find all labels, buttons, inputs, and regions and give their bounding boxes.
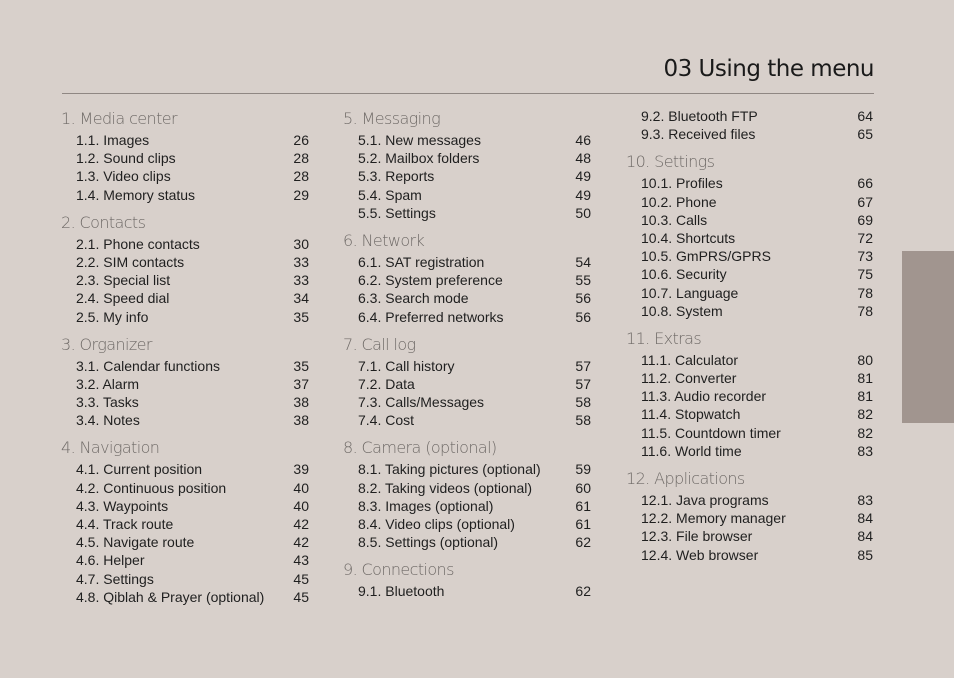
toc-section-title[interactable]: 2. Contacts bbox=[61, 212, 146, 232]
toc-entry-label: 4.3. Waypoints bbox=[76, 497, 169, 514]
page-title: 03 Using the menu bbox=[663, 56, 874, 82]
toc-entry[interactable] bbox=[343, 186, 591, 204]
toc-section bbox=[343, 107, 591, 222]
toc-entry-page: 45 bbox=[293, 570, 309, 587]
toc-entry[interactable] bbox=[61, 533, 309, 551]
toc-entry[interactable] bbox=[61, 308, 309, 326]
toc-entry-page: 33 bbox=[293, 253, 309, 270]
toc-entry-page: 82 bbox=[857, 424, 873, 441]
toc-entry-page: 43 bbox=[293, 552, 309, 569]
toc-entry[interactable] bbox=[343, 515, 591, 533]
toc-entry-page: 62 bbox=[575, 534, 591, 551]
toc-entry[interactable] bbox=[61, 570, 309, 588]
toc-entry-page: 69 bbox=[857, 211, 873, 228]
toc-entry-label: 10.2. Phone bbox=[641, 193, 717, 210]
toc-entry-label: 12.2. Memory manager bbox=[641, 510, 786, 527]
toc-entry[interactable] bbox=[626, 302, 873, 320]
toc-entry[interactable] bbox=[343, 375, 591, 393]
toc-entry-page: 61 bbox=[575, 497, 591, 514]
toc-section-title[interactable]: 8. Camera (optional) bbox=[343, 438, 497, 458]
toc-entry-page: 84 bbox=[857, 528, 873, 545]
toc-entry-label: 11.1. Calculator bbox=[641, 351, 739, 368]
toc-entry[interactable] bbox=[343, 460, 591, 478]
toc-entry[interactable] bbox=[343, 149, 591, 167]
toc-entry[interactable] bbox=[343, 357, 591, 375]
toc-section bbox=[61, 211, 309, 326]
toc-entry-page: 38 bbox=[293, 412, 309, 429]
toc-entry-label: 1.2. Sound clips bbox=[76, 150, 176, 167]
toc-entry[interactable] bbox=[343, 582, 591, 600]
toc-section-title[interactable]: 11. Extras bbox=[626, 328, 702, 348]
toc-entry-label: 7.1. Call history bbox=[358, 357, 455, 374]
toc-entry-label: 9.1. Bluetooth bbox=[358, 583, 445, 600]
toc-entry[interactable] bbox=[61, 588, 309, 606]
toc-entry[interactable] bbox=[343, 393, 591, 411]
toc-entry-label: 10.5. GmPRS/GPRS bbox=[641, 248, 771, 265]
toc-entry-label: 3.3. Tasks bbox=[76, 394, 139, 411]
toc-entry[interactable] bbox=[626, 527, 873, 545]
toc-section-title[interactable]: 7. Call log bbox=[343, 334, 416, 354]
toc-entry[interactable] bbox=[61, 186, 309, 204]
toc-entry-label: 8.4. Video clips (optional) bbox=[358, 516, 515, 532]
toc-entry-page: 33 bbox=[293, 272, 309, 289]
toc-entry-page: 42 bbox=[293, 516, 309, 532]
toc-entry-label: 5.2. Mailbox folders bbox=[358, 150, 480, 167]
toc-entry-page: 26 bbox=[293, 132, 309, 148]
toc-entry-label: 8.1. Taking pictures (optional) bbox=[358, 461, 541, 478]
toc-entry-label: 11.4. Stopwatch bbox=[641, 406, 741, 423]
toc-entry[interactable] bbox=[626, 247, 873, 265]
toc-entry-label: 12.1. Java programs bbox=[641, 492, 769, 508]
toc-entry-label: 4.2. Continuous position bbox=[76, 479, 227, 496]
toc-entry-label: 6.4. Preferred networks bbox=[358, 308, 504, 325]
toc-entry[interactable] bbox=[61, 253, 309, 271]
toc-entry[interactable] bbox=[626, 265, 873, 283]
toc-entry-label: 4.1. Current position bbox=[76, 461, 203, 478]
toc-entry-label: 1.3. Video clips bbox=[76, 168, 171, 185]
toc-entry-page: 81 bbox=[857, 388, 873, 405]
toc-entry-page: 45 bbox=[293, 588, 309, 605]
toc-entry-label: 2.5. My info bbox=[76, 308, 149, 325]
toc-entry-label: 4.5. Navigate route bbox=[76, 534, 195, 551]
toc-entry-label: 10.4. Shortcuts bbox=[641, 229, 736, 246]
toc-entry-page: 81 bbox=[857, 370, 873, 387]
toc-entry[interactable] bbox=[626, 229, 873, 247]
toc-entry-label: 2.1. Phone contacts bbox=[76, 235, 200, 252]
toc-entry-label: 12.3. File browser bbox=[641, 528, 753, 545]
toc-entry-label: 4.6. Helper bbox=[76, 552, 145, 569]
toc-entry-label: 3.1. Calendar functions bbox=[76, 357, 220, 374]
toc-entry[interactable] bbox=[61, 411, 309, 429]
toc-entry-page: 83 bbox=[857, 442, 873, 459]
toc-entry-page: 72 bbox=[857, 229, 873, 246]
toc-entry-page: 66 bbox=[857, 175, 873, 192]
toc-entry-label: 4.4. Track route bbox=[76, 516, 174, 532]
toc-entry-page: 67 bbox=[857, 193, 873, 210]
toc-entry-page: 46 bbox=[575, 132, 591, 148]
toc-entry-page: 38 bbox=[293, 394, 309, 411]
toc-entry-label: 6.1. SAT registration bbox=[358, 253, 485, 270]
toc-entry[interactable] bbox=[343, 167, 591, 185]
toc-entry-page: 57 bbox=[575, 375, 591, 392]
toc-column-1 bbox=[61, 107, 309, 613]
toc-entry[interactable] bbox=[626, 174, 873, 192]
toc-entry[interactable] bbox=[626, 424, 873, 442]
toc-entry-label: 10.7. Language bbox=[641, 284, 739, 301]
toc-entry-label: 7.4. Cost bbox=[358, 412, 415, 429]
toc-section bbox=[343, 558, 591, 600]
toc-section bbox=[343, 333, 591, 430]
toc-entry[interactable] bbox=[343, 271, 591, 289]
toc-entry[interactable] bbox=[343, 289, 591, 307]
toc-entry-label: 1.4. Memory status bbox=[76, 186, 196, 203]
toc-entry-page: 34 bbox=[293, 290, 309, 307]
toc-entry-label: 8.2. Taking videos (optional) bbox=[358, 479, 533, 496]
toc-section bbox=[343, 436, 591, 551]
toc-entry[interactable] bbox=[61, 289, 309, 307]
toc-entry-label: 3.4. Notes bbox=[76, 412, 140, 429]
toc-entry-page: 35 bbox=[293, 308, 309, 325]
toc-entry-label: 2.2. SIM contacts bbox=[76, 253, 185, 270]
toc-entry-page: 49 bbox=[575, 168, 591, 185]
side-chapter-tab bbox=[902, 251, 954, 423]
toc-section-title[interactable]: 6. Network bbox=[343, 230, 425, 250]
toc-entry[interactable] bbox=[626, 211, 873, 229]
toc-entry-page: 28 bbox=[293, 168, 309, 185]
toc-entry[interactable] bbox=[343, 479, 591, 497]
toc-section bbox=[626, 467, 873, 564]
toc-entry-label: 5.3. Reports bbox=[358, 168, 435, 185]
toc-entry[interactable] bbox=[61, 167, 309, 185]
toc-entry-page: 50 bbox=[575, 204, 591, 221]
toc-entry-label: 11.6. World time bbox=[641, 442, 742, 459]
toc-entry[interactable] bbox=[343, 204, 591, 222]
toc-entry-page: 59 bbox=[575, 461, 591, 478]
toc-entry-page: 40 bbox=[293, 497, 309, 514]
toc-entry-label: 1.1. Images bbox=[76, 132, 150, 148]
toc-entry[interactable] bbox=[61, 460, 309, 478]
toc-entry[interactable] bbox=[61, 357, 309, 375]
toc-entry[interactable] bbox=[343, 308, 591, 326]
toc-entry[interactable] bbox=[343, 533, 591, 551]
toc-entry-page: 57 bbox=[575, 357, 591, 374]
toc-section-title[interactable]: 10. Settings bbox=[626, 152, 715, 172]
toc-entry-page: 28 bbox=[293, 150, 309, 167]
toc-entry-page: 56 bbox=[575, 308, 591, 325]
toc-entry-label: 9.3. Received files bbox=[641, 126, 756, 143]
toc-entry-label: 11.5. Countdown timer bbox=[641, 424, 781, 441]
toc-entry[interactable] bbox=[61, 515, 309, 533]
toc-entry-page: 30 bbox=[293, 235, 309, 252]
toc-entry-label: 8.3. Images (optional) bbox=[358, 497, 494, 514]
toc-entry-page: 82 bbox=[857, 406, 873, 423]
toc-section-title[interactable]: 1. Media center bbox=[61, 109, 177, 128]
toc-entry-page: 64 bbox=[857, 108, 873, 124]
toc-entry[interactable] bbox=[61, 271, 309, 289]
toc-entry[interactable] bbox=[626, 491, 873, 509]
toc-entry-page: 54 bbox=[575, 253, 591, 270]
toc-entry-label: 4.7. Settings bbox=[76, 570, 154, 587]
toc-entry-label: 8.5. Settings (optional) bbox=[358, 534, 499, 551]
toc-section bbox=[626, 327, 873, 460]
toc-section-title[interactable]: 5. Messaging bbox=[343, 109, 441, 128]
toc-entry-label: 2.3. Special list bbox=[76, 272, 171, 289]
toc-entry-page: 35 bbox=[293, 357, 309, 374]
toc-section bbox=[61, 333, 309, 430]
toc-entry-label: 2.4. Speed dial bbox=[76, 290, 170, 307]
toc-entry-label: 9.2. Bluetooth FTP bbox=[641, 108, 758, 124]
continued-items bbox=[626, 107, 873, 143]
toc-entry-label: 3.2. Alarm bbox=[76, 375, 140, 392]
toc-entry[interactable] bbox=[626, 125, 873, 143]
toc-entry[interactable] bbox=[61, 375, 309, 393]
toc-section-title[interactable]: 12. Applications bbox=[626, 469, 745, 488]
toc-entry[interactable] bbox=[626, 284, 873, 302]
toc-entry-label: 5.4. Spam bbox=[358, 186, 422, 203]
toc-entry[interactable] bbox=[61, 149, 309, 167]
toc-entry-label: 10.8. System bbox=[641, 302, 723, 319]
toc-entry-page: 40 bbox=[293, 479, 309, 496]
toc-entry-label: 12.4. Web browser bbox=[641, 546, 759, 563]
toc-section-title[interactable]: 3. Organizer bbox=[61, 334, 152, 354]
toc-entry-label: 6.2. System preference bbox=[358, 272, 503, 289]
toc-entry[interactable] bbox=[626, 351, 873, 369]
toc-entry-page: 83 bbox=[857, 492, 873, 508]
toc-entry[interactable] bbox=[343, 411, 591, 429]
toc-section-title[interactable]: 9. Connections bbox=[343, 560, 454, 580]
toc-entry[interactable] bbox=[61, 497, 309, 515]
toc-entry-page: 73 bbox=[857, 248, 873, 265]
toc-entry[interactable] bbox=[61, 393, 309, 411]
toc-entry[interactable] bbox=[61, 551, 309, 569]
toc-section bbox=[343, 229, 591, 326]
toc-column-2 bbox=[343, 107, 591, 608]
toc-column-3 bbox=[626, 107, 873, 571]
toc-entry-label: 11.2. Converter bbox=[641, 370, 737, 387]
toc-entry-page: 56 bbox=[575, 290, 591, 307]
toc-entry-page: 60 bbox=[575, 479, 591, 496]
toc-entry-page: 55 bbox=[575, 272, 591, 289]
toc-entry[interactable] bbox=[626, 387, 873, 405]
toc-entry[interactable] bbox=[626, 546, 873, 564]
toc-entry-page: 61 bbox=[575, 516, 591, 532]
toc-section bbox=[61, 436, 309, 606]
toc-section bbox=[61, 107, 309, 204]
toc-entry-page: 49 bbox=[575, 186, 591, 203]
toc-entry-page: 62 bbox=[575, 583, 591, 600]
toc-entry-label: 10.6. Security bbox=[641, 266, 727, 283]
toc-entry-page: 42 bbox=[293, 534, 309, 551]
toc-entry-label: 7.3. Calls/Messages bbox=[358, 394, 485, 411]
toc-entry-page: 78 bbox=[857, 302, 873, 319]
toc-entry[interactable] bbox=[343, 253, 591, 271]
toc-entry[interactable] bbox=[626, 369, 873, 387]
toc-section-title[interactable]: 4. Navigation bbox=[61, 438, 160, 458]
toc-entry-page: 78 bbox=[857, 284, 873, 301]
toc-entry-page: 39 bbox=[293, 461, 309, 478]
toc-entry-label: 11.3. Audio recorder bbox=[641, 388, 767, 405]
toc-entry[interactable] bbox=[61, 479, 309, 497]
header-divider bbox=[62, 93, 874, 94]
toc-entry-label: 4.8. Qiblah & Prayer (optional) bbox=[76, 588, 265, 605]
toc-entry[interactable] bbox=[626, 107, 873, 125]
toc-entry[interactable] bbox=[626, 442, 873, 460]
toc-entry-label: 6.3. Search mode bbox=[358, 290, 469, 307]
toc-entry[interactable] bbox=[61, 235, 309, 253]
toc-entry[interactable] bbox=[343, 131, 591, 149]
toc-entry-label: 5.5. Settings bbox=[358, 204, 436, 221]
toc-entry-label: 7.2. Data bbox=[358, 375, 415, 392]
toc-entry-label: 10.3. Calls bbox=[641, 211, 708, 228]
toc-entry-page: 85 bbox=[857, 546, 873, 563]
toc-entry-label: 10.1. Profiles bbox=[641, 175, 723, 192]
toc-entry-page: 75 bbox=[857, 266, 873, 283]
toc-entry-page: 84 bbox=[857, 510, 873, 527]
toc-section bbox=[626, 150, 873, 320]
toc-entry[interactable] bbox=[626, 509, 873, 527]
toc-entry[interactable] bbox=[626, 405, 873, 423]
toc-entry-page: 29 bbox=[293, 186, 309, 203]
toc-entry-page: 48 bbox=[575, 150, 591, 167]
toc-entry-page: 65 bbox=[857, 126, 873, 143]
toc-entry-page: 80 bbox=[857, 351, 873, 368]
toc-entry-page: 58 bbox=[575, 412, 591, 429]
toc-entry-page: 58 bbox=[575, 394, 591, 411]
toc-entry[interactable] bbox=[343, 497, 591, 515]
toc-entry-page: 37 bbox=[293, 375, 309, 392]
toc-entry[interactable] bbox=[61, 131, 309, 149]
toc-entry-label: 5.1. New messages bbox=[358, 132, 481, 148]
toc-entry[interactable] bbox=[626, 193, 873, 211]
